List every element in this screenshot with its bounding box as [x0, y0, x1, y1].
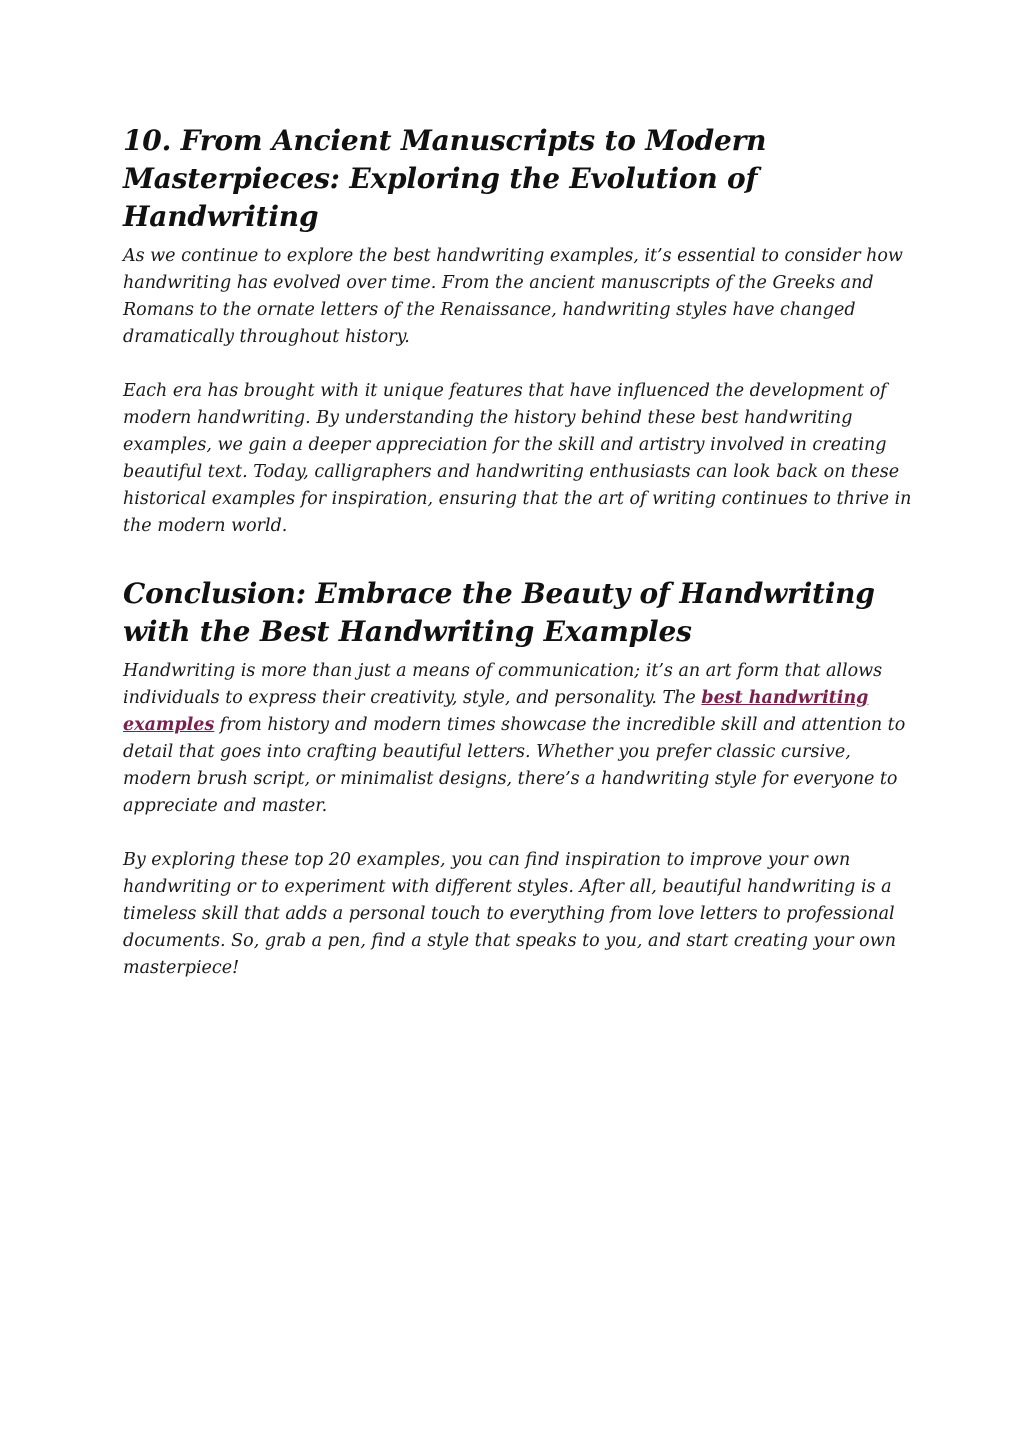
conclusion-heading: Conclusion: Embrace the Beauty of Handwriting with the Best Handwriting Examples: [123, 577, 875, 648]
section-heading-evolution: 10. From Ancient Manuscripts to Modern Masterpieces: Exploring the Evolution of Handwriting: [123, 124, 767, 233]
conclusion-text-before-link: Handwriting is more than just a means of communication; it’s an art form that allows individuals to express their creativity, style, and personality. The: [123, 661, 883, 708]
conclusion-paragraph-2: By exploring these top 20 examples, you can find inspiration to improve your own handwriting or to experiment with different styles. After all, beautiful handwriting is a timeless skill that adds a personal touch to everything from love letters to professional documents. So, grab a pen, find a style that speaks to you, and start creating your own masterpiece!: [123, 850, 896, 978]
conclusion-text-after-link: from history and modern times showcase the incredible skill and attention to detail that goes into crafting beautiful letters. Whether you prefer classic cursive, modern brush script, or minimalist designs, there’s a handwriting style for everyone to appreciate and master.: [123, 715, 906, 816]
evolution-paragraph-2: Each era has brought with it unique features that have influenced the development of modern handwriting. By understanding the history behind these best handwriting examples, we gain a deeper appreciation for the skill and artistry involved in creating beautiful text. Today, calligraphers and handwriting enthusiasts can look back on these historical examples for inspiration, ensuring that the art of writing continues to thrive in the modern world.: [123, 381, 912, 536]
conclusion-paragraph-1: [123, 658, 913, 820]
evolution-paragraph-1: As we continue to explore the best handwriting examples, it’s essential to consider how handwriting has evolved over time. From the ancient manuscripts of the Greeks and Romans to the ornate letters of the Renaissance, handwriting styles have changed dramatically throughout history.: [123, 246, 903, 347]
best-handwriting-examples-link[interactable]: best handwriting examples: [123, 688, 869, 735]
document-page: [123, 122, 913, 982]
